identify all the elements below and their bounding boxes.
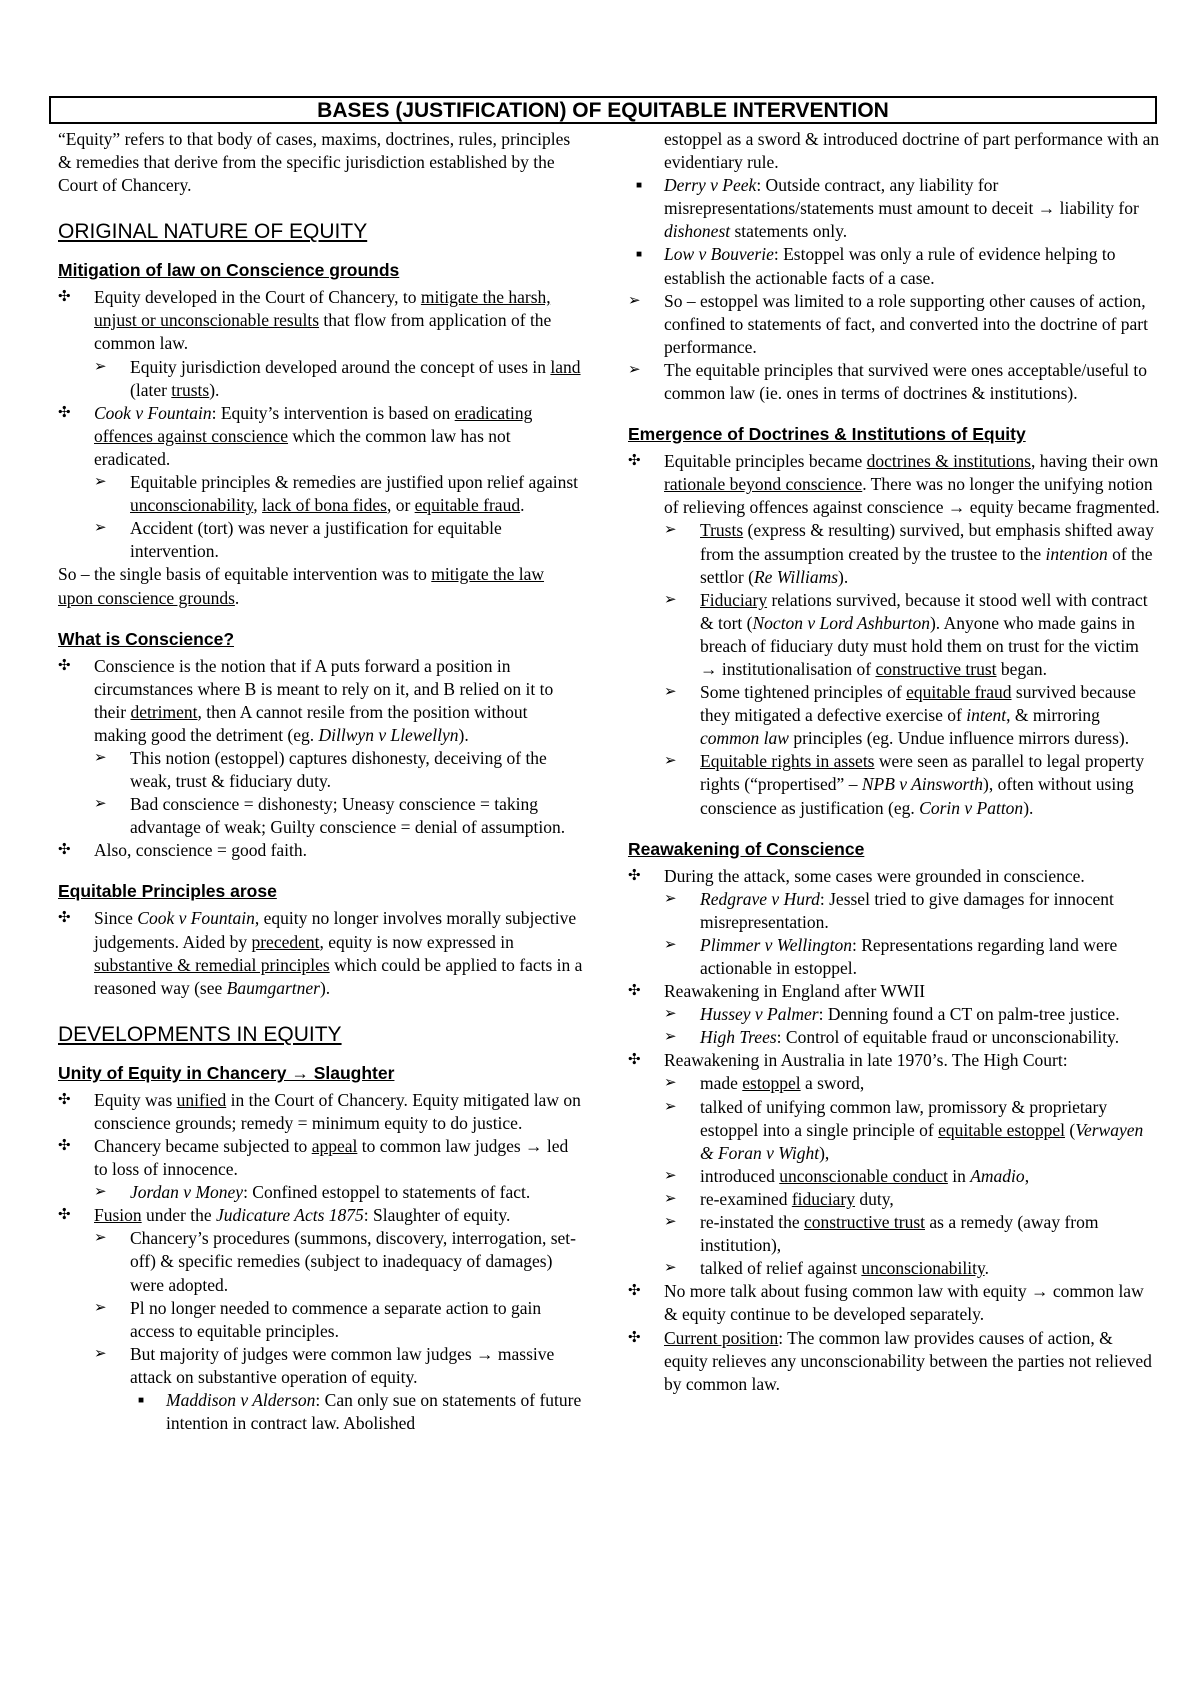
list-item: ➢ Equitable rights in assets were seen as parallel to legal property rights (“propertised” – NPB v Ainsworth), often without using conscience as justification (eg. Corin v Patton). xyxy=(664,751,1145,818)
square-bullet-icon: ■ xyxy=(636,180,643,192)
heading-developments: DEVELOPMENTS IN EQUITY xyxy=(58,1022,342,1046)
list-item: ➢ Equity jurisdiction developed around the concept of uses in land (later trusts). xyxy=(94,356,581,400)
list-item: ➢ Chancery’s procedures (summons, discovery, interrogation, set-off) & specific remedies (subject to inadequacy of damages) were adopted. xyxy=(94,1228,576,1295)
list-item: ■ Maddison v Alderson: Can only sue on statements of future intention in contract law. Abolished xyxy=(138,1390,582,1434)
arrow-bullet-icon: ➢ xyxy=(94,358,107,375)
arrow-bullet-icon: ➢ xyxy=(664,936,677,953)
list-item: ➢ Plimmer v Wellington: Representations regarding land were actionable in estoppel. xyxy=(664,934,1118,978)
list-item: ➢ High Trees: Control of equitable fraud or unconscionability. xyxy=(664,1026,1160,1049)
list-item: ✣ Chancery became subjected to appeal to common law judges → led to loss of innocence. ➢ Jordan v Money: Confined estoppel to statements of fact. xyxy=(58,1135,583,1204)
list-item: ✣ Since Cook v Fountain, equity no longer involves morally subjective judgements. Aided by precedent, equity is now expressed in substantive & remedial principles which could be applied to facts in a reasoned way (see Baumgartner). xyxy=(58,908,583,998)
arrow-bullet-icon: ➢ xyxy=(664,753,677,770)
summary-paragraph: So – the single basis of equitable intervention was to mitigate the law upon conscience grounds. xyxy=(58,564,545,608)
list-item: ✣ No more talk about fusing common law with equity → common law & equity continue to be developed separately. xyxy=(628,1281,1144,1325)
list-item: ➢ This notion (estoppel) captures dishonesty, deceiving of the weak, trust & fiduciary duty. xyxy=(94,747,547,792)
conscience-list xyxy=(58,655,583,863)
mitigation-list xyxy=(58,286,583,563)
list-item: ■ Derry v Peek: Outside contract, any liability for misrepresentations/statements must amount to deceit → liability for dishonest statements only. xyxy=(636,175,1139,242)
diamond-bullet-icon: ✣ xyxy=(628,867,641,884)
list-item: ✣ During the attack, some cases were grounded in conscience. ➢ Redgrave v Hurd: Jessel tried to give damages for innocent misrepresentation. ➢ Plimmer v Wellington: Representations regarding land were actionable in estoppel. xyxy=(628,865,1160,980)
diamond-bullet-icon: ✣ xyxy=(58,910,71,927)
diamond-bullet-icon: ✣ xyxy=(628,1283,641,1300)
unity-list xyxy=(58,1089,583,1435)
list-item: ➢ talked of unifying common law, promissory & proprietary estoppel into a single principle of equitable estoppel (Verwayen & Foran v Wight), xyxy=(664,1096,1144,1163)
list-item: ✣ Fusion under the Judicature Acts 1875: Slaughter of equity. ➢ Chancery’s procedures (summons, discovery, interrogation, set-off) & specific remedies (subject to inadequacy of damages) were adopted. ➢ Pl no longer needed to commence a separate action to gain access to equitable principles. ➢ But majority of judges were common law judges → massive attack on substantive operation of equity. ■ Maddison v Alderson: Can only sue on statements of future intention in contract law. Abolished xyxy=(58,1204,583,1435)
list-item: ✣ Equity developed in the Court of Chancery, to mitigate the harsh, unjust or unconscionable results that flow from application of the common law. ➢ Equity jurisdiction developed around the concept of uses in land (later trusts). xyxy=(58,286,583,401)
diamond-bullet-icon: ✣ xyxy=(58,842,71,859)
right-column xyxy=(628,128,1160,1396)
left-column xyxy=(58,128,583,1435)
list-item: ➢ Bad conscience = dishonesty; Uneasy conscience = taking advantage of weak; Guilty conscience = denial of assumption. xyxy=(94,794,566,838)
arrow-bullet-icon: ➢ xyxy=(664,1006,677,1023)
list-item: ✣ Reawakening in England after WWII ➢ Hussey v Palmer: Denning found a CT on palm-tree justice. ➢ High Trees: Control of equitable fraud or unconscionability. xyxy=(628,980,1160,1049)
arrow-bullet-icon: ➢ xyxy=(664,1167,677,1184)
list-item: ✣ Also, conscience = good faith. xyxy=(58,839,583,862)
arrow-bullet-icon: ➢ xyxy=(664,591,677,608)
diamond-bullet-icon: ✣ xyxy=(58,657,71,674)
arrow-bullet-icon: ➢ xyxy=(94,749,107,766)
estoppel-summary-list xyxy=(628,290,1160,405)
heading-conscience: What is Conscience? xyxy=(58,628,235,649)
list-item: ✣ Equitable principles became doctrines & institutions, having their own rationale beyond conscience. There was no longer the unifying notion of relieving offences against conscience → equity became fragmented. ➢ Trusts (express & resulting) survived, but emphasis shifted away from the assumption created by the trustee to the intention of the settlor (Re Williams). ➢ Fiduciary relations survived, because it stood well with contract & tort (Nocton v Lord Ashburton). Anyone who made gains in breach of fiduciary duty must hold them on trust for the victim → institutionalisation of constructive trust began. ➢ Some tightened principles of equitable fraud survived because they mitigated a defective exercise of intent, & mirroring common law principles (eg. Undue influence mirrors duress). ➢ Equitable rights in assets were seen as parallel to legal property rights (“propertised” – NPB v Ainsworth), often without using conscience as justification (eg. Corin v Patton). xyxy=(628,450,1160,820)
heading-unity: Unity of Equity in Chancery → Slaughter xyxy=(58,1062,395,1083)
square-bullet-icon: ■ xyxy=(138,1395,145,1407)
arrow-bullet-icon: ➢ xyxy=(94,1345,107,1362)
list-item: ➢ made estoppel a sword, xyxy=(664,1072,1160,1095)
arrow-bullet-icon: ➢ xyxy=(94,1230,107,1247)
diamond-bullet-icon: ✣ xyxy=(58,404,71,421)
diamond-bullet-icon: ✣ xyxy=(58,1138,71,1154)
list-item: ✣ Reawakening in Australia in late 1970’s. The High Court: ➢ made estoppel a sword, ➢ talked of unifying common law, promissory & proprietary estoppel into a single principle of equitable estoppel (Verwayen & Foran v Wight), ➢ introduced unconscionable conduct in Amadio, ➢ re-examined fiduciary duty, ➢ re-instated the constructive trust as a remedy (away from institution), ➢ talked of relief against unconscionability. xyxy=(628,1049,1160,1280)
diamond-bullet-icon: ✣ xyxy=(628,1052,641,1069)
list-item: ➢ The equitable principles that survived were ones acceptable/useful to common law (ie. ones in terms of doctrines & institutions). xyxy=(628,359,1148,404)
list-item: ➢ Pl no longer needed to commence a separate action to gain access to equitable principles. xyxy=(94,1297,542,1341)
continuation-list xyxy=(628,128,1160,290)
diamond-bullet-icon: ✣ xyxy=(628,983,641,1000)
list-item: ➢ Equitable principles & remedies are justified upon relief against unconscionability, lack of bona fides, or equitable fraud. xyxy=(94,472,579,516)
diamond-bullet-icon: ✣ xyxy=(58,1207,71,1224)
list-item: ✣ Cook v Fountain: Equity’s intervention is based on eradicating offences against conscience which the common law has not eradicated. ➢ Equitable principles & remedies are justified upon relief against unconscionability, lack of bona fides, or equitable fraud. ➢ Accident (tort) was never a justification for equitable intervention. xyxy=(58,402,583,564)
list-item: ■ Low v Bouverie: Estoppel was only a rule of evidence helping to establish the actionable facts of a case. xyxy=(636,244,1116,288)
arrow-bullet-icon: ➢ xyxy=(664,684,677,701)
reawakening-list xyxy=(628,865,1160,1396)
arrow-bullet-icon: ➢ xyxy=(664,890,677,907)
diamond-bullet-icon: ✣ xyxy=(58,289,71,306)
diamond-bullet-icon: ✣ xyxy=(628,453,641,470)
arrow-bullet-icon: ➢ xyxy=(664,1029,677,1046)
list-item: ✣ Current position: The common law provides causes of action, & equity relieves any unconscionability between the parties not relieved by common law. xyxy=(628,1327,1152,1394)
list-item xyxy=(628,128,1160,290)
heading-mitigation: Mitigation of law on Conscience grounds xyxy=(58,260,400,281)
arrow-bullet-icon: ➢ xyxy=(664,1190,677,1207)
list-item: ➢ But majority of judges were common law judges → massive attack on substantive operation of equity. ■ Maddison v Alderson: Can only sue on statements of future intention in contract law. Abolished xyxy=(94,1343,583,1435)
list-item: estoppel as a sword & introduced doctrine of part performance with an evidentiary rule. xyxy=(664,129,1160,173)
heading-emergence: Emergence of Doctrines & Institutions of Equity xyxy=(628,424,1026,445)
arrow-bullet-icon: ➢ xyxy=(94,1299,107,1316)
arrow-bullet-icon: ➢ xyxy=(94,474,107,491)
heading-original-nature: ORIGINAL NATURE OF EQUITY xyxy=(58,220,368,244)
list-item: ➢ Jordan v Money: Confined estoppel to statements of fact. xyxy=(94,1181,583,1204)
list-item: ✣ Conscience is the notion that if A puts forward a position in circumstances where B is meant to rely on it, and B relied on it to their detriment, then A cannot resile from the position without making good the detriment (eg. Dillwyn v Llewellyn). ➢ This notion (estoppel) captures dishonesty, deceiving of the weak, trust & fiduciary duty. ➢ Bad conscience = dishonesty; Uneasy conscience = taking advantage of weak; Guilty conscience = denial of assumption. xyxy=(58,655,583,840)
list-item: ➢ re-instated the constructive trust as a remedy (away from institution), xyxy=(664,1212,1099,1256)
arrow-bullet-icon: ➢ xyxy=(94,1184,107,1201)
intro-paragraph: “Equity” refers to that body of cases, maxims, doctrines, rules, principles & remedies that derive from the specific jurisdiction established by the Court of Chancery. xyxy=(58,129,571,196)
square-bullet-icon: ■ xyxy=(636,249,643,261)
diamond-bullet-icon: ✣ xyxy=(628,1329,641,1346)
list-item: ➢ Fiduciary relations survived, because it stood well with contract & tort (Nocton v Lord Ashburton). Anyone who made gains in breach of fiduciary duty must hold them on trust for the victim → institutionalisation of constructive trust began. xyxy=(664,589,1148,679)
list-item: ➢ So – estoppel was limited to a role supporting other causes of action, confined to statements of fact, and converted into the doctrine of part performance. xyxy=(628,290,1148,357)
principles-list xyxy=(58,907,583,999)
list-item: ➢ Trusts (express & resulting) survived, but emphasis shifted away from the assumption created by the trustee to the intention of the settlor (Re Williams). xyxy=(664,520,1154,587)
list-item: ➢ Hussey v Palmer: Denning found a CT on palm-tree justice. xyxy=(664,1003,1160,1026)
list-item: ➢ Accident (tort) was never a justification for equitable intervention. xyxy=(94,518,502,562)
list-item: ➢ Redgrave v Hurd: Jessel tried to give damages for innocent misrepresentation. xyxy=(664,888,1114,932)
arrow-bullet-icon: ➢ xyxy=(664,1075,677,1092)
arrow-bullet-icon: ➢ xyxy=(664,1260,677,1277)
arrow-bullet-icon: ➢ xyxy=(664,522,677,539)
arrow-bullet-icon: ➢ xyxy=(628,292,641,309)
arrow-bullet-icon: ➢ xyxy=(94,520,107,537)
list-item: ➢ talked of relief against unconscionability. xyxy=(664,1257,1160,1280)
page-title: BASES (JUSTIFICATION) OF EQUITABLE INTERVENTION xyxy=(49,96,1157,124)
list-item: ✣ Equity was unified in the Court of Chancery. Equity mitigated law on conscience grounds; remedy = minimum equity to do justice. xyxy=(58,1089,581,1133)
diamond-bullet-icon: ✣ xyxy=(58,1091,71,1108)
list-item xyxy=(628,128,1160,290)
list-item: ➢ re-examined fiduciary duty, xyxy=(664,1188,1160,1211)
list-item: ➢ introduced unconscionable conduct in Amadio, xyxy=(664,1165,1160,1188)
emergence-list xyxy=(628,450,1160,820)
arrow-bullet-icon: ➢ xyxy=(94,796,107,813)
arrow-bullet-icon: ➢ xyxy=(664,1214,677,1231)
arrow-bullet-icon: ➢ xyxy=(628,361,641,378)
list-item: ➢ Some tightened principles of equitable fraud survived because they mitigated a defective exercise of intent, & mirroring common law principles (eg. Undue influence mirrors duress). xyxy=(664,682,1136,749)
heading-reawakening: Reawakening of Conscience xyxy=(628,838,865,859)
heading-principles: Equitable Principles arose xyxy=(58,881,277,902)
arrow-bullet-icon: ➢ xyxy=(664,1098,677,1115)
